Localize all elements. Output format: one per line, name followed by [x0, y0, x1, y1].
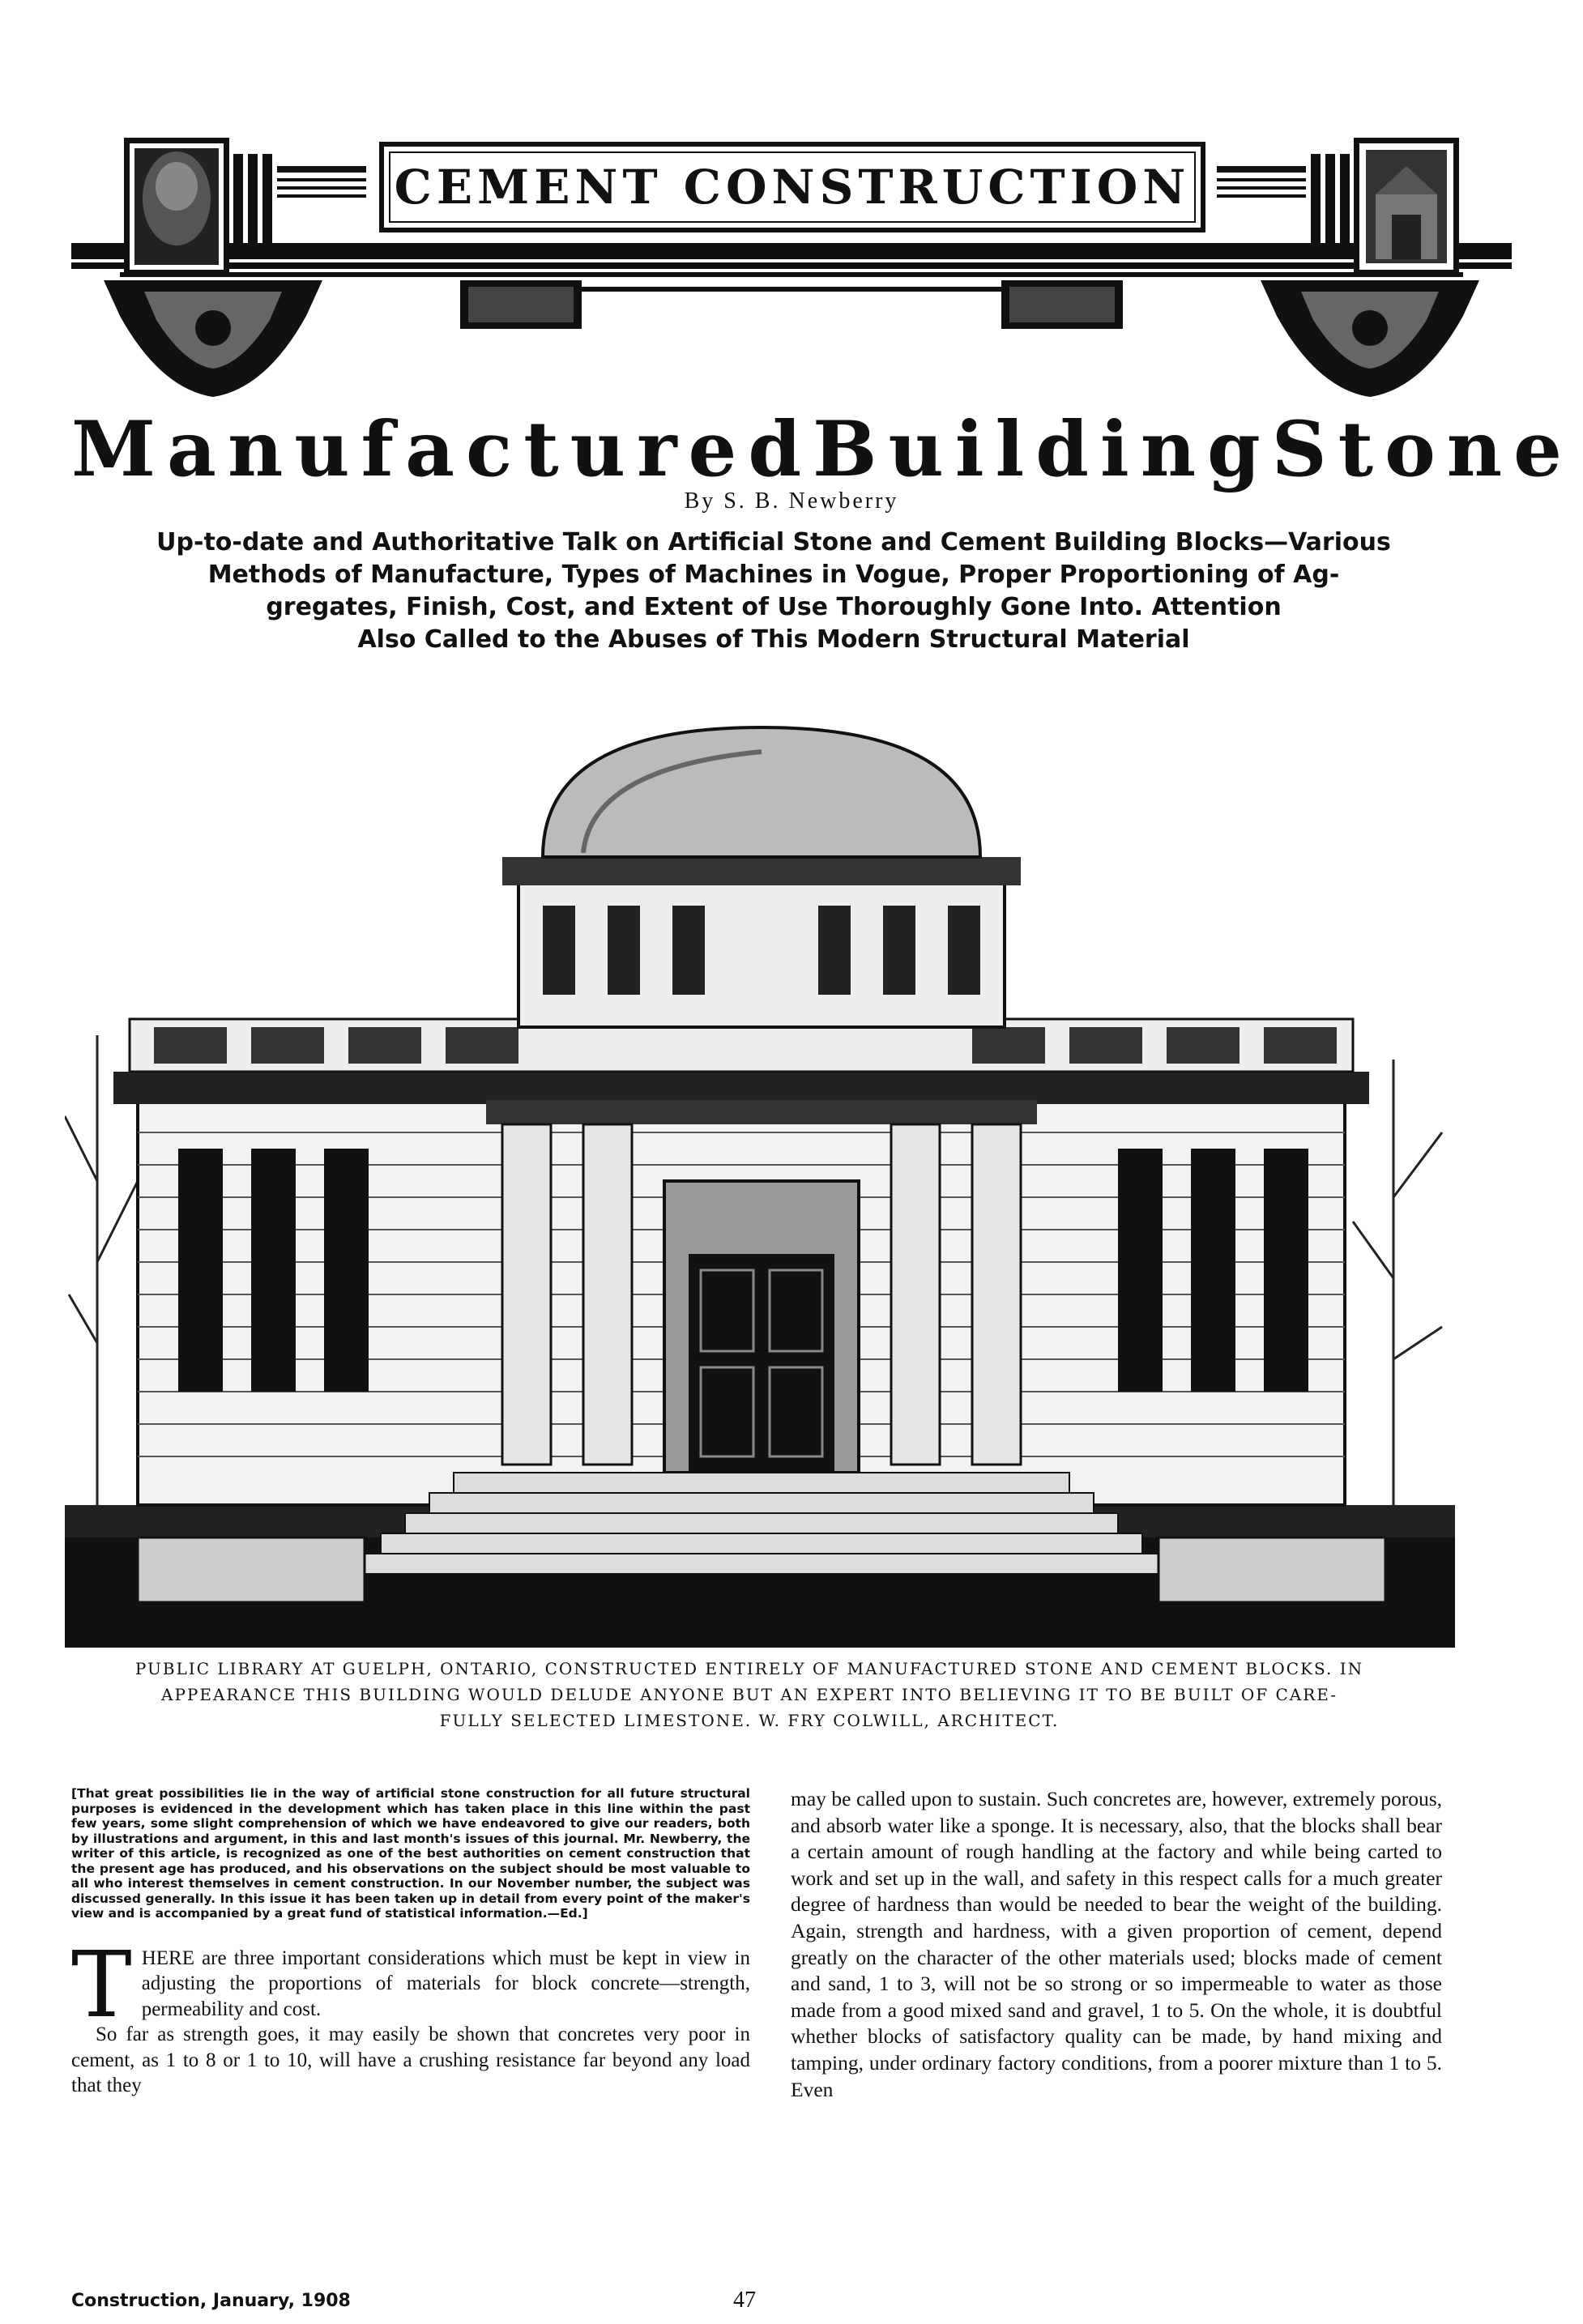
byline: By S. B. Newberry — [684, 488, 899, 514]
caption-line: FULLY SELECTED LIMESTONE. W. FRY COLWILL, ARCHITECT. — [439, 1711, 1060, 1730]
left-column — [71, 1786, 750, 2099]
banner-title-frame — [379, 142, 1205, 232]
library-photo — [65, 695, 1455, 1648]
subtitle-line: Methods of Manufacture, Types of Machines in Vogue, Proper Proportioning of Ag- — [207, 561, 1340, 589]
editor-note: [That great possibilities lie in the way of artificial stone construction for all future structural purposes is evidenced in the development which has taken place in this line within the past few years, some slight comprehension of which we have endeavored to give our readers, both by illustrations and argument, in this and last month's issues of this journal. Mr. Newberry, the writer of this article, is recognized as one of the best authorities on cement construction that the present age has produced, and his observations on the subject should be most valuable to all who interest themselves in cement construction. In our November number, the subject was discussed generally. In this issue it has been taken up in detail from every point of the maker's view and is accompanied by a great fund of statistical information.—Ed.] — [71, 1786, 750, 1921]
library-building-illustration — [65, 695, 1455, 1648]
caption-line: APPEARANCE THIS BUILDING WOULD DELUDE ANYONE BUT AN EXPERT INTO BELIEVING IT TO BE BUILT OF CARE- — [161, 1685, 1338, 1704]
footer-journal: Construction, January, 1908 — [71, 2291, 351, 2311]
article-title — [71, 405, 1573, 494]
subtitle-line: Also Called to the Abuses of This Modern Structural Material — [357, 625, 1190, 654]
lower-brackets — [104, 280, 1479, 397]
right-column — [791, 1786, 1442, 2103]
drop-cap: T — [71, 1932, 132, 2038]
banner-title: CEMENT CONSTRUCTION — [394, 160, 1191, 215]
opening-paragraph — [71, 1932, 750, 2038]
article-title-word: Building — [813, 405, 1272, 494]
photo-caption — [85, 1656, 1414, 1733]
page-number: 47 — [733, 2288, 756, 2313]
header-banner — [71, 122, 1512, 413]
subtitle — [138, 527, 1410, 656]
subtitle-line: Up-to-date and Authoritative Talk on Artificial Stone and Cement Building Blocks—Various — [156, 528, 1391, 556]
article-title-word: Stone — [1271, 405, 1573, 494]
right-column-paragraph: may be called upon to sustain. Such concretes are, however, extremely porous, and absorb water like a sponge. It is necessary, also, that the blocks shall bear a certain amount of rough handling at the factory and while being carted to work and set up in the wall, and safety in this respect calls for a much greater degree of hardness than would be needed to bear the weight of the building. Again, strength and hardness, with a given proportion of cement, depend greatly on the character of the other materials used; blocks made of cement and sand, 1 to 3, will not be so strong or so impermeable to water as those made from a good mixed sand and gravel, 1 to 5. On the whole, it is doubtful whether blocks of satisfactory quality can be made, by hand mixing and tamping, under ordinary factory conditions, from a poorer mixture than 1 to 5. Even — [791, 1787, 1442, 2101]
second-paragraph: So far as strength goes, it may easily be shown that concretes very poor in cement, as 1 to 8 or 1 to 10, will have a crushing resistance far beyond any load that they — [71, 2023, 750, 2096]
article-title-word: Manufactured — [71, 405, 813, 494]
opening-paragraph-text: HERE are three important considerations which must be kept in view in adjusting the proportions of materials for block concrete—strength, permeability and cost. — [141, 1947, 750, 2020]
subtitle-line: gregates, Finish, Cost, and Extent of Use Thoroughly Gone Into. Attention — [266, 593, 1282, 621]
caption-line: PUBLIC LIBRARY AT GUELPH, ONTARIO, CONSTRUCTED ENTIRELY OF MANUFACTURED STONE AND CEMENT BLOCKS. IN — [134, 1659, 1364, 1678]
